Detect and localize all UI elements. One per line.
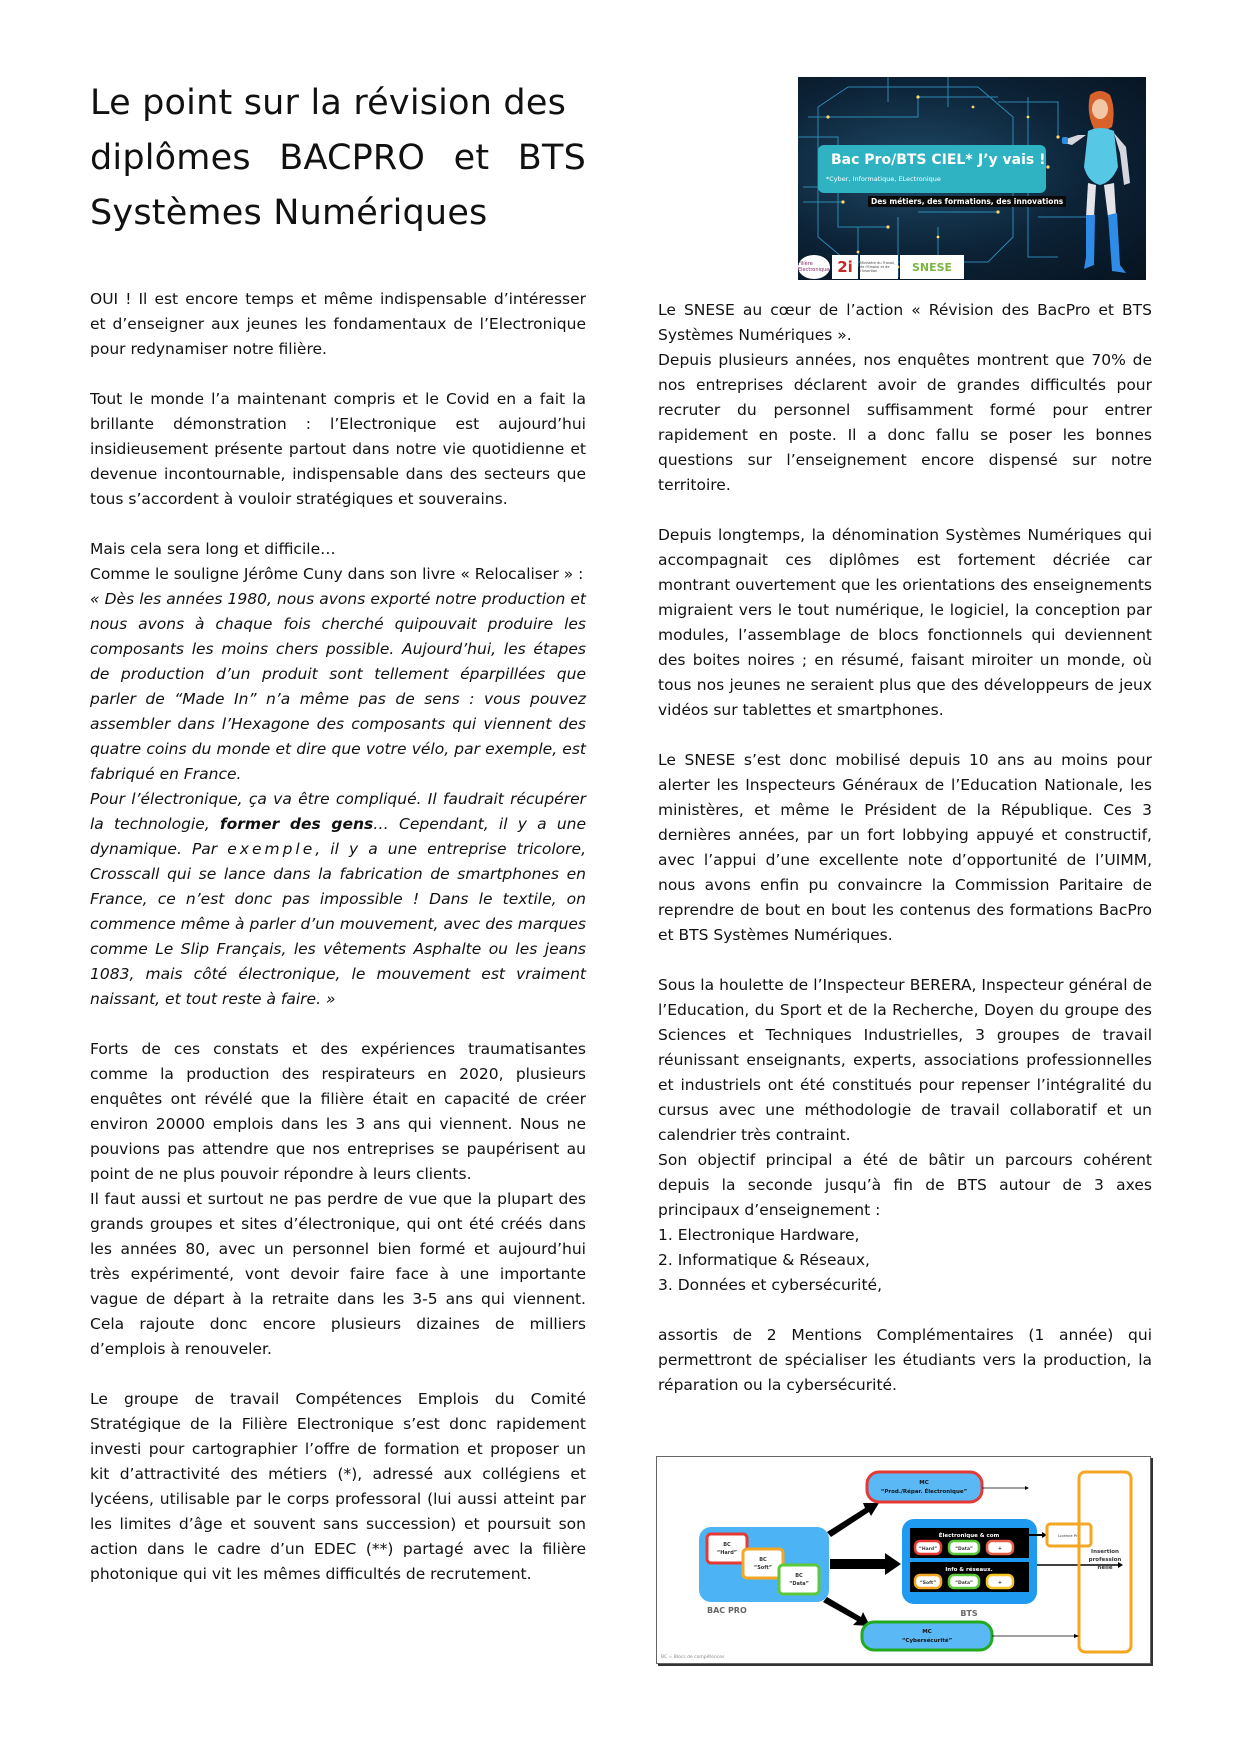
banner-footnote: *Cyber, Informatique, ELectronique: [826, 175, 941, 183]
svg-text:BC: BC: [723, 1542, 731, 1548]
arrow-to-bts: [830, 1553, 901, 1575]
svg-text:BC: BC: [795, 1573, 803, 1579]
bacpro-block-soft: [743, 1549, 783, 1578]
svg-text:+: +: [997, 1546, 1003, 1552]
retirement-paragraph: Il faut aussi et surtout ne pas perdre de vue que la plupart des grands groupes et sites d’électronique, qui ont été créés dans les années 80, avec un personnel bien formé et aujourd’hui très expérimenté, vont devoir faire face à une importante vague de départ à la retraite dans les 3-5 ans qui viennent. Cela rajoute donc encore plusieurs dizaines de milliers d’emplois à renouveler.: [90, 1190, 586, 1358]
arrows: [823, 1503, 901, 1626]
svg-text:“Hard”: “Hard”: [918, 1547, 938, 1552]
svg-text:Insertion: Insertion: [1091, 1549, 1119, 1555]
bacpro-block-data: [779, 1565, 819, 1594]
naming-paragraph: Depuis longtemps, la dénomination Systèmes Numériques qui accompagnait ces diplômes est fortement décriée car montrant ouvertement que les orientations des enseignements migraient vers le tout numérique, le logiciel, la conception par modules, l’assemblage de blocs fonctionnels qui deviennent des boites noires ; en résumé, faisant miroiter un monde, où tous nos jeunes ne seraient plus que des développeurs de jeux vidéos sur tablettes et smartphones.: [658, 526, 1152, 719]
svg-text:Licence Pro: Licence Pro: [1058, 1533, 1080, 1538]
working-groups-paragraph: Sous la houlette de l’Inspecteur BERERA, Inspecteur général de l’Education, du Sport et de la Recherche, Doyen du groupe des Sciences et Techniques Industrielles, 3 groupes de travail réunissant enseignants, experts, associations professionnelles et industriels ont été constitués pour repenser l’intégralité du cursus avec une méthodologie de travail collaboratif et un calendrier très contraint.: [658, 976, 1152, 1144]
bts-group-info-reseaux: [910, 1562, 1029, 1592]
mc-cybersecurite-box: [862, 1622, 992, 1650]
svg-text:+: +: [997, 1580, 1003, 1586]
covid-paragraph: Tout le monde l’a maintenant compris et le Covid en a fait la brillante démonstration : l’Electronique est aujourd’hui insidieusement présente partout dans notre vie quotidienne et devenue incontournable, indispensable dans des secteurs que tous s’accordent à vouloir stratégiques et souverains.: [90, 390, 586, 508]
svg-text:“Data”: “Data”: [955, 1547, 973, 1552]
ministere-travail-logo: Ministère du Travail, de l'Emploi et de l'Insertion: [860, 255, 898, 279]
quote-part-1: « Dès les années 1980, nous avons exporté notre production et nous avons à chaque fois cherché quipouvait produire les composants les moins chers possible. Aujourd’hui, les étapes de production d’un produit sont tellement éparpillées que parler de “Made In” n’a même pas de sens : vous pouvez assembler dans l’Hexagone des composants qui viennent des quatre coins du monde et dire que votre vélo, par exemple, est fabriqué en France.: [90, 590, 586, 783]
arrow-to-mc-top: [827, 1503, 879, 1537]
bacpro-label: BAC PRO: [707, 1606, 747, 1615]
svg-text:“Soft”: “Soft”: [919, 1581, 937, 1586]
axis-item: 3. Données et cybersécurité,: [658, 1276, 883, 1294]
bts-label: BTS: [960, 1609, 978, 1618]
svg-text:“Data”: “Data”: [955, 1581, 973, 1586]
intro-paragraph: OUI ! Il est encore temps et même indispensable d’intéresser et d’enseigner aux jeunes les fondamentaux de l’Electronique pour redynamiser notre filière.: [90, 290, 586, 358]
svg-text:profession: profession: [1088, 1557, 1122, 1563]
svg-text:BC: BC: [759, 1557, 767, 1563]
title-line-2: diplômes BACPRO et BTS: [90, 138, 586, 178]
quote-text: … Cependant, il y a une dynamique. Par: [90, 815, 587, 858]
axis-item: 1. Electronique Hardware,: [658, 1226, 860, 1244]
svg-text:nelle: nelle: [1097, 1565, 1113, 1571]
mc-prod-repar-box: [867, 1472, 982, 1502]
svg-text:MC: MC: [922, 1629, 932, 1635]
subheading-long-difficult: Mais cela sera long et difficile…: [90, 540, 336, 558]
svg-text:Info & réseaux.: Info & réseaux.: [945, 1567, 993, 1573]
title-line-1: Le point sur la révision des: [90, 83, 567, 123]
left-column: [90, 287, 586, 1587]
diagram-canvas: [657, 1457, 1150, 1663]
bts-group-electronique: [910, 1528, 1029, 1558]
filiere-electronique-logo: Filière Electronique: [798, 255, 830, 279]
diagram-caption: BC = Blocs de compétences: [661, 1655, 725, 1660]
mentions-paragraph: assortis de 2 Mentions Complémentaires (1 année) qui permettront de spécialiser les étudiants vers la production, la réparation ou la cybersécurité.: [658, 1326, 1152, 1394]
quote-part-2: [90, 787, 586, 1012]
svg-text:“Cybersécurité”: “Cybersécurité”: [901, 1638, 953, 1644]
jobs-paragraph: Forts de ces constats et des expériences traumatisantes comme la production des respirateurs en 2020, plusieurs enquêtes ont révélé que la filière était en capacité de créer environ 20000 emplois dans les 3 ans qui viennent. Nous ne pouvions pas attendre que nos entreprises se paupérisent au point de ne plus pouvoir répondre à leurs clients.: [90, 1040, 586, 1183]
bacpro-block-hard: [707, 1534, 747, 1563]
opco-2i-logo: 2i: [832, 255, 858, 279]
banner-call-to-action: J’y vais !: [978, 152, 1046, 168]
title-line-3: Systèmes Numériques: [90, 193, 488, 233]
partner-logos: [798, 255, 968, 279]
svg-text:“Soft”: “Soft”: [753, 1565, 773, 1571]
banner-tagline: Des métiers, des formations, des innovations: [868, 196, 1066, 207]
quote-text: , il y a une entreprise tricolore, Crosscall qui se lance dans la fabrication de smartphones en France, ce n’est donc pas impossible ! Dans le textile, on commence même à parler d’un mouvement, avec des marques comme Le Slip Français, les vêtements Asphalte ou les jeans 1083, mais côté électronique, le mouvement est vraiment naissant, et tout reste à faire. »: [90, 840, 587, 1008]
right-column: [658, 298, 1152, 1398]
cyber-heroine-illustration: [1060, 87, 1138, 277]
svg-text:“Data”: “Data”: [789, 1581, 809, 1587]
axis-item: 2. Informatique & Réseaux,: [658, 1251, 870, 1269]
licence-pro-box: [1047, 1524, 1091, 1546]
objective-paragraph: Son objectif principal a été de bâtir un parcours cohérent depuis la seconde jusqu’à fin de BTS autour de 3 axes principaux d’enseignement :: [658, 1151, 1152, 1219]
svg-text:Électronique & com: Électronique & com: [938, 1533, 1000, 1539]
quote-text: Pour l’électronique, ça va être compliqué. Il faudrait récupérer la technologie,: [90, 790, 586, 833]
curriculum-diagram: [656, 1456, 1151, 1664]
quote-spaced-word: exemple: [227, 840, 316, 858]
quote-emphasis: former des gens: [219, 815, 374, 833]
svg-text:MC: MC: [919, 1480, 929, 1486]
arrow-to-mc-bottom: [823, 1597, 870, 1626]
svg-text:“Prod./Répar. Électronique”: “Prod./Répar. Électronique”: [880, 1489, 968, 1495]
svg-text:“Hard”: “Hard”: [716, 1550, 738, 1556]
quote-intro: Comme le souligne Jérôme Cuny dans son livre « Relocaliser » :: [90, 565, 584, 583]
banner-headline: Bac Pro/BTS CIEL*: [831, 152, 973, 168]
bac-pro-bts-ciel-banner: [798, 77, 1146, 280]
survey-paragraph: Depuis plusieurs années, nos enquêtes montrent que 70% de nos entreprises déclarent avoir de grandes difficultés pour recruter du personnel suffisamment formé pour entrer rapidement en poste. Il a donc fallu se poser les bonnes questions sur l’enseignement encore dispensé sur notre territoire.: [658, 351, 1152, 494]
working-group-paragraph: Le groupe de travail Compétences Emplois du Comité Stratégique de la Filière Electronique s’est donc rapidement investi pour cartographier l’offre de formation et proposer un kit d’attractivité des métiers (*), adressé aux collégiens et lycéens, utilisable par le corps professoral (lui aussi atteint par les limites d’âge et souvent sans succession) et poursuit son action dans le cadre d’un EDEC (**) partagé avec la filière photonique qui vit les mêmes difficultés de recrutement.: [90, 1390, 586, 1583]
article-title: [90, 76, 586, 241]
snese-logo: SNESE: [900, 255, 964, 279]
lobbying-paragraph: Le SNESE s’est donc mobilisé depuis 10 ans au moins pour alerter les Inspecteurs Généraux de l’Education Nationale, les ministères, et même le Président de la République. Ces 3 dernières années, par un fort lobbying appuyé et constructif, avec l’appui d’une excellente note d’opportunité de l’UIMM, nous avons enfin pu convaincre la Commission Paritaire de reprendre de bout en bout les contenus des formations BacPro et BTS Systèmes Numériques.: [658, 751, 1152, 944]
insertion-professionnelle-box: [1079, 1472, 1131, 1652]
section-heading: Le SNESE au cœur de l’action « Révision des BacPro et BTS Systèmes Numériques ».: [658, 301, 1152, 344]
